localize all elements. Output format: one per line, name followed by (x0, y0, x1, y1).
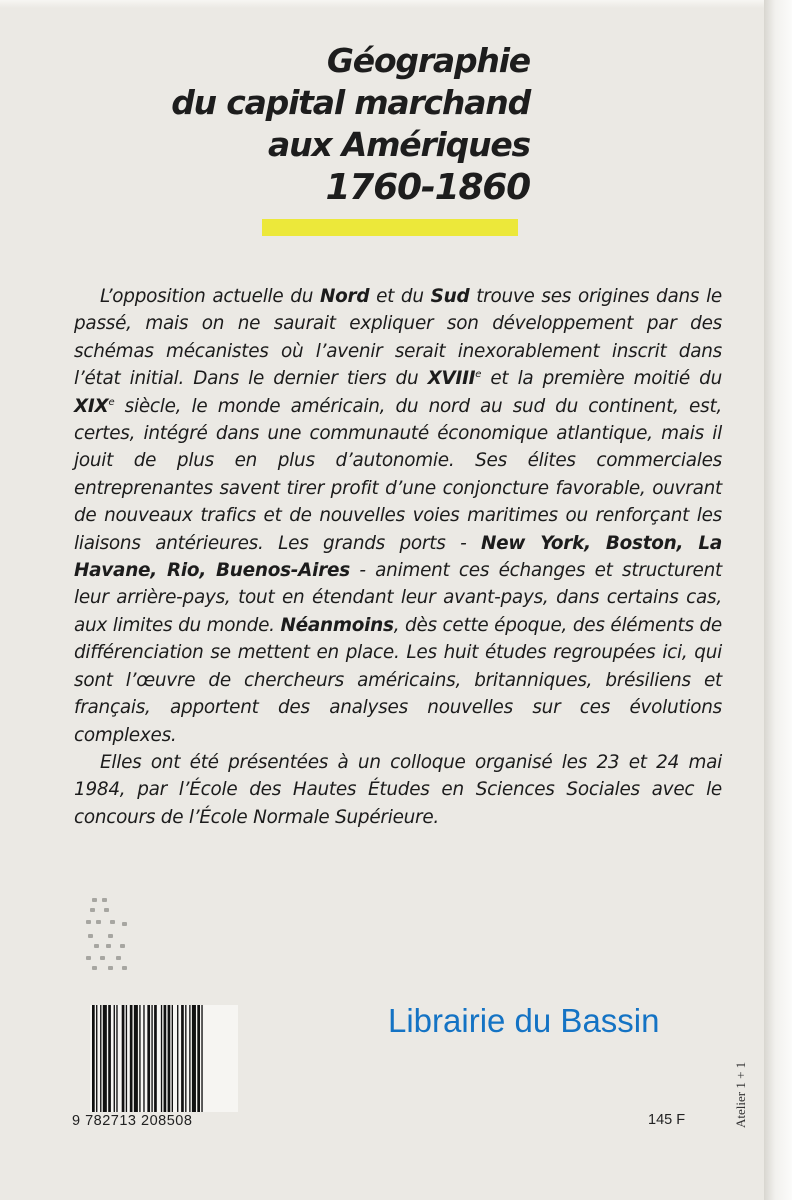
barcode-bar (172, 1005, 173, 1112)
barcode-bar (143, 1005, 144, 1112)
barcode-bar (201, 1005, 202, 1112)
yellow-accent-bar (262, 219, 518, 236)
barcode-bar (126, 1005, 127, 1112)
title-years: 1760-1860 (325, 167, 530, 208)
barcode-bar (197, 1005, 200, 1112)
barcode-bar (122, 1005, 125, 1112)
barcode-bar (116, 1005, 117, 1112)
book-title (170, 40, 530, 210)
emboss-dot-pattern (82, 898, 142, 978)
barcode-bar (92, 1005, 95, 1112)
back-cover-blurb (74, 283, 722, 831)
barcode-bar (185, 1005, 186, 1112)
title-line-3: aux Amériques (268, 125, 530, 164)
barcode-bar (154, 1005, 157, 1112)
blurb-paragraph-1: L’opposition actuelle du Nord et du Sud trouve ses origines dans le passé, mais on ne saurait expliquer son développement par des schémas mécanistes où l’avenir serait inexorablement inscrit dans l’état initial. Dans le dernier tiers du XVIIIe et la première moitié du XIXe siècle, le monde américain, du nord au sud du continent, est, certes, intégré dans une communauté économique atlantique, mais il jouit de plus en plus d’autonomie. Ses élites commerciales entreprenantes savent tirer profit d’une conjoncture favorable, ouvrant de nouveaux trafics et de nouvelles voies maritimes ou renforçant les liaisons antérieures. Les grands ports - New York, Boston, La Havane, Rio, Buenos-Aires - animent ces échanges et structurent leur arrière-pays, tout en étendant leur avant-pays, dans certains cas, aux limites du monde. Néanmoins, dès cette époque, des éléments de différenciation se mettent en place. Les huit études regroupées ici, qui sont l’œuvre de chercheurs américains, britanniques, brésiliens et français, apportent des analyses nouvelles sur ces évolutions complexes. (74, 286, 722, 746)
barcode-bar (100, 1005, 101, 1112)
barcode-bar (147, 1005, 150, 1112)
barcode-bar (151, 1005, 152, 1112)
barcode-bar (192, 1005, 196, 1112)
barcode-bar (181, 1005, 184, 1112)
barcode-bar (130, 1005, 133, 1112)
barcode-bar (161, 1005, 162, 1112)
barcode-bar (168, 1005, 171, 1112)
barcode (90, 1005, 238, 1112)
barcode-bar (134, 1005, 138, 1112)
cover-spine-edge (764, 0, 792, 1200)
title-line-2: du capital marchand (171, 83, 530, 122)
title-line-1: Géographie (326, 41, 530, 80)
barcode-bar (164, 1005, 167, 1112)
barcode-bar (139, 1005, 140, 1112)
cover-top-edge (0, 0, 792, 8)
price-label: 145 F (648, 1112, 686, 1128)
barcode-bar (108, 1005, 111, 1112)
barcode-bar (114, 1005, 115, 1112)
isbn-number: 9 782713 208508 (72, 1113, 193, 1129)
barcode-bar (103, 1005, 107, 1112)
barcode-bar (177, 1005, 178, 1112)
publisher-imprint: Atelier 1 + 1 (733, 1061, 748, 1128)
bookseller-watermark: Librairie du Bassin (388, 1002, 660, 1039)
barcode-bar (189, 1005, 190, 1112)
barcode-bar (96, 1005, 97, 1112)
blurb-paragraph-2: Elles ont été présentées à un colloque organisé les 23 et 24 mai 1984, par l’École des Hautes Études en Sciences Sociales avec le concours de l’École Normale Supérieure. (74, 751, 722, 828)
